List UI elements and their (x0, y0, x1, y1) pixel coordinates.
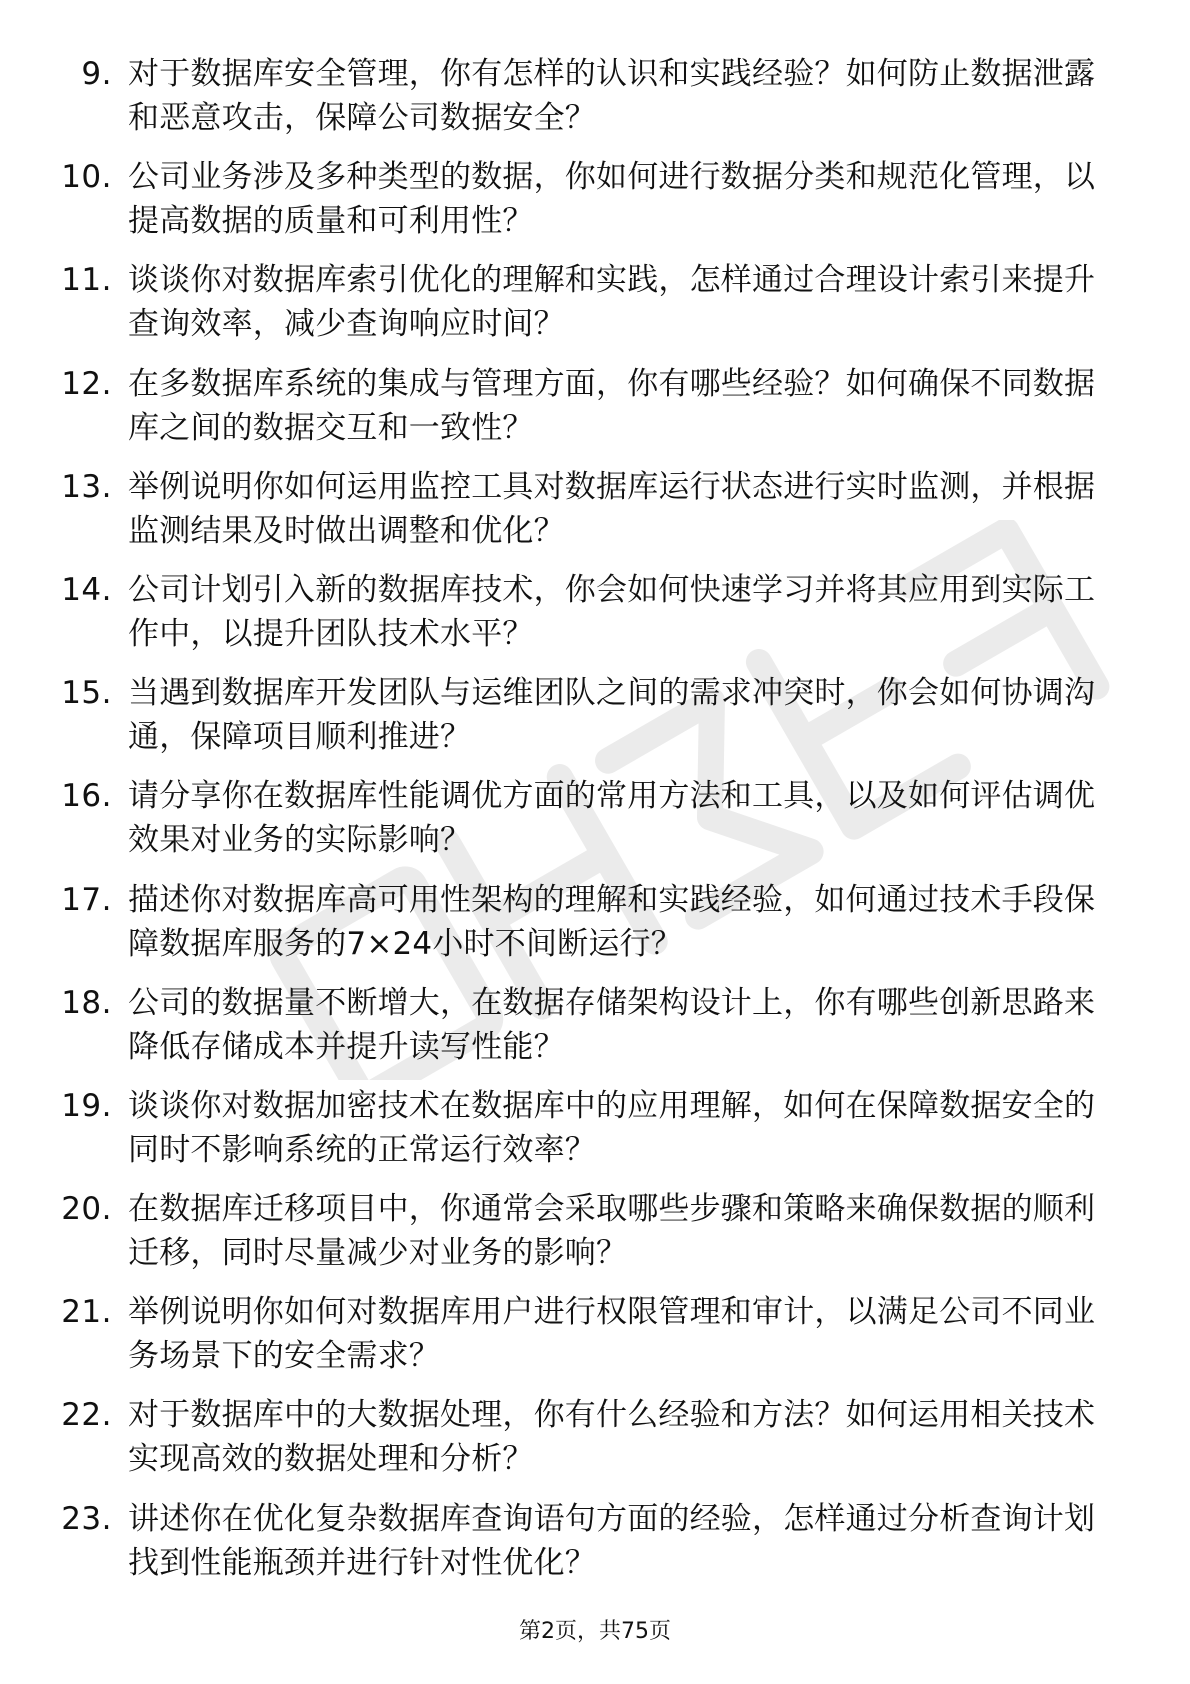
question-number: 17. (61, 881, 112, 918)
question-text: 当遇到数据库开发团队与运维团队之间的需求冲突时，你会如何协调沟通，保障项目顺利推进？ (128, 675, 1096, 756)
question-item (0, 981, 1190, 1084)
question-text: 公司业务涉及多种类型的数据，你如何进行数据分类和规范化管理，以提高数据的质量和可利用性？ (128, 159, 1096, 240)
question-item (0, 362, 1190, 465)
question-text: 公司计划引入新的数据库技术，你会如何快速学习并将其应用到实际工作中，以提升团队技术水平？ (128, 571, 1096, 652)
question-number: 19. (61, 1087, 112, 1124)
question-number: 9. (81, 56, 112, 92)
question-list (0, 52, 1190, 1600)
question-item (0, 1393, 1190, 1496)
question-text: 公司的数据量不断增大，在数据存储架构设计上，你有哪些创新思路来降低存储成本并提升读写性能？ (128, 984, 1096, 1065)
question-number: 13. (61, 468, 112, 505)
question-number: 14. (61, 571, 112, 608)
question-text: 谈谈你对数据加密技术在数据库中的应用理解，如何在保障数据安全的同时不影响系统的正常运行效率？ (128, 1087, 1096, 1168)
question-number: 16. (61, 778, 112, 815)
question-number: 23. (61, 1500, 112, 1537)
question-number: 21. (61, 1294, 112, 1331)
question-number: 10. (61, 159, 112, 196)
question-text: 请分享你在数据库性能调优方面的常用方法和工具，以及如何评估调优效果对业务的实际影响？ (128, 778, 1096, 859)
question-number: 15. (61, 675, 112, 712)
question-item (0, 1187, 1190, 1290)
question-text: 在数据库迁移项目中，你通常会采取哪些步骤和策略来确保数据的顺利迁移，同时尽量减少对业务的影响？ (128, 1191, 1096, 1272)
question-number: 20. (61, 1191, 112, 1228)
question-item (0, 1290, 1190, 1393)
question-text: 对于数据库中的大数据处理，你有什么经验和方法？如何运用相关技术实现高效的数据处理和分析？ (128, 1397, 1096, 1478)
question-text: 讲述你在优化复杂数据库查询语句方面的经验，怎样通过分析查询计划找到性能瓶颈并进行针对性优化？ (128, 1500, 1096, 1581)
question-item (0, 155, 1190, 258)
question-number: 12. (61, 365, 112, 402)
question-item (0, 52, 1190, 155)
question-text: 对于数据库安全管理，你有怎样的认识和实践经验？如何防止数据泄露和恶意攻击，保障公司数据安全？ (128, 56, 1096, 136)
question-number: 22. (61, 1397, 112, 1434)
question-item (0, 258, 1190, 361)
question-text: 举例说明你如何运用监控工具对数据库运行状态进行实时监测，并根据监测结果及时做出调整和优化？ (128, 468, 1096, 549)
question-item (0, 774, 1190, 877)
question-item (0, 568, 1190, 671)
question-text: 举例说明你如何对数据库用户进行权限管理和审计，以满足公司不同业务场景下的安全需求？ (128, 1294, 1096, 1375)
question-item (0, 465, 1190, 568)
question-item (0, 671, 1190, 774)
question-item (0, 1084, 1190, 1187)
question-item (0, 1497, 1190, 1600)
question-text: 谈谈你对数据库索引优化的理解和实践，怎样通过合理设计索引来提升查询效率，减少查询响应时间？ (128, 262, 1096, 343)
question-item (0, 878, 1190, 981)
question-text: 描述你对数据库高可用性架构的理解和实践经验，如何通过技术手段保障数据库服务的7×24小时不间断运行？ (128, 881, 1096, 962)
question-number: 11. (61, 262, 112, 299)
question-number: 18. (61, 984, 112, 1021)
page-footer: 第2页，共75页 (519, 1619, 671, 1644)
question-text: 在多数据库系统的集成与管理方面，你有哪些经验？如何确保不同数据库之间的数据交互和一致性？ (128, 365, 1096, 446)
